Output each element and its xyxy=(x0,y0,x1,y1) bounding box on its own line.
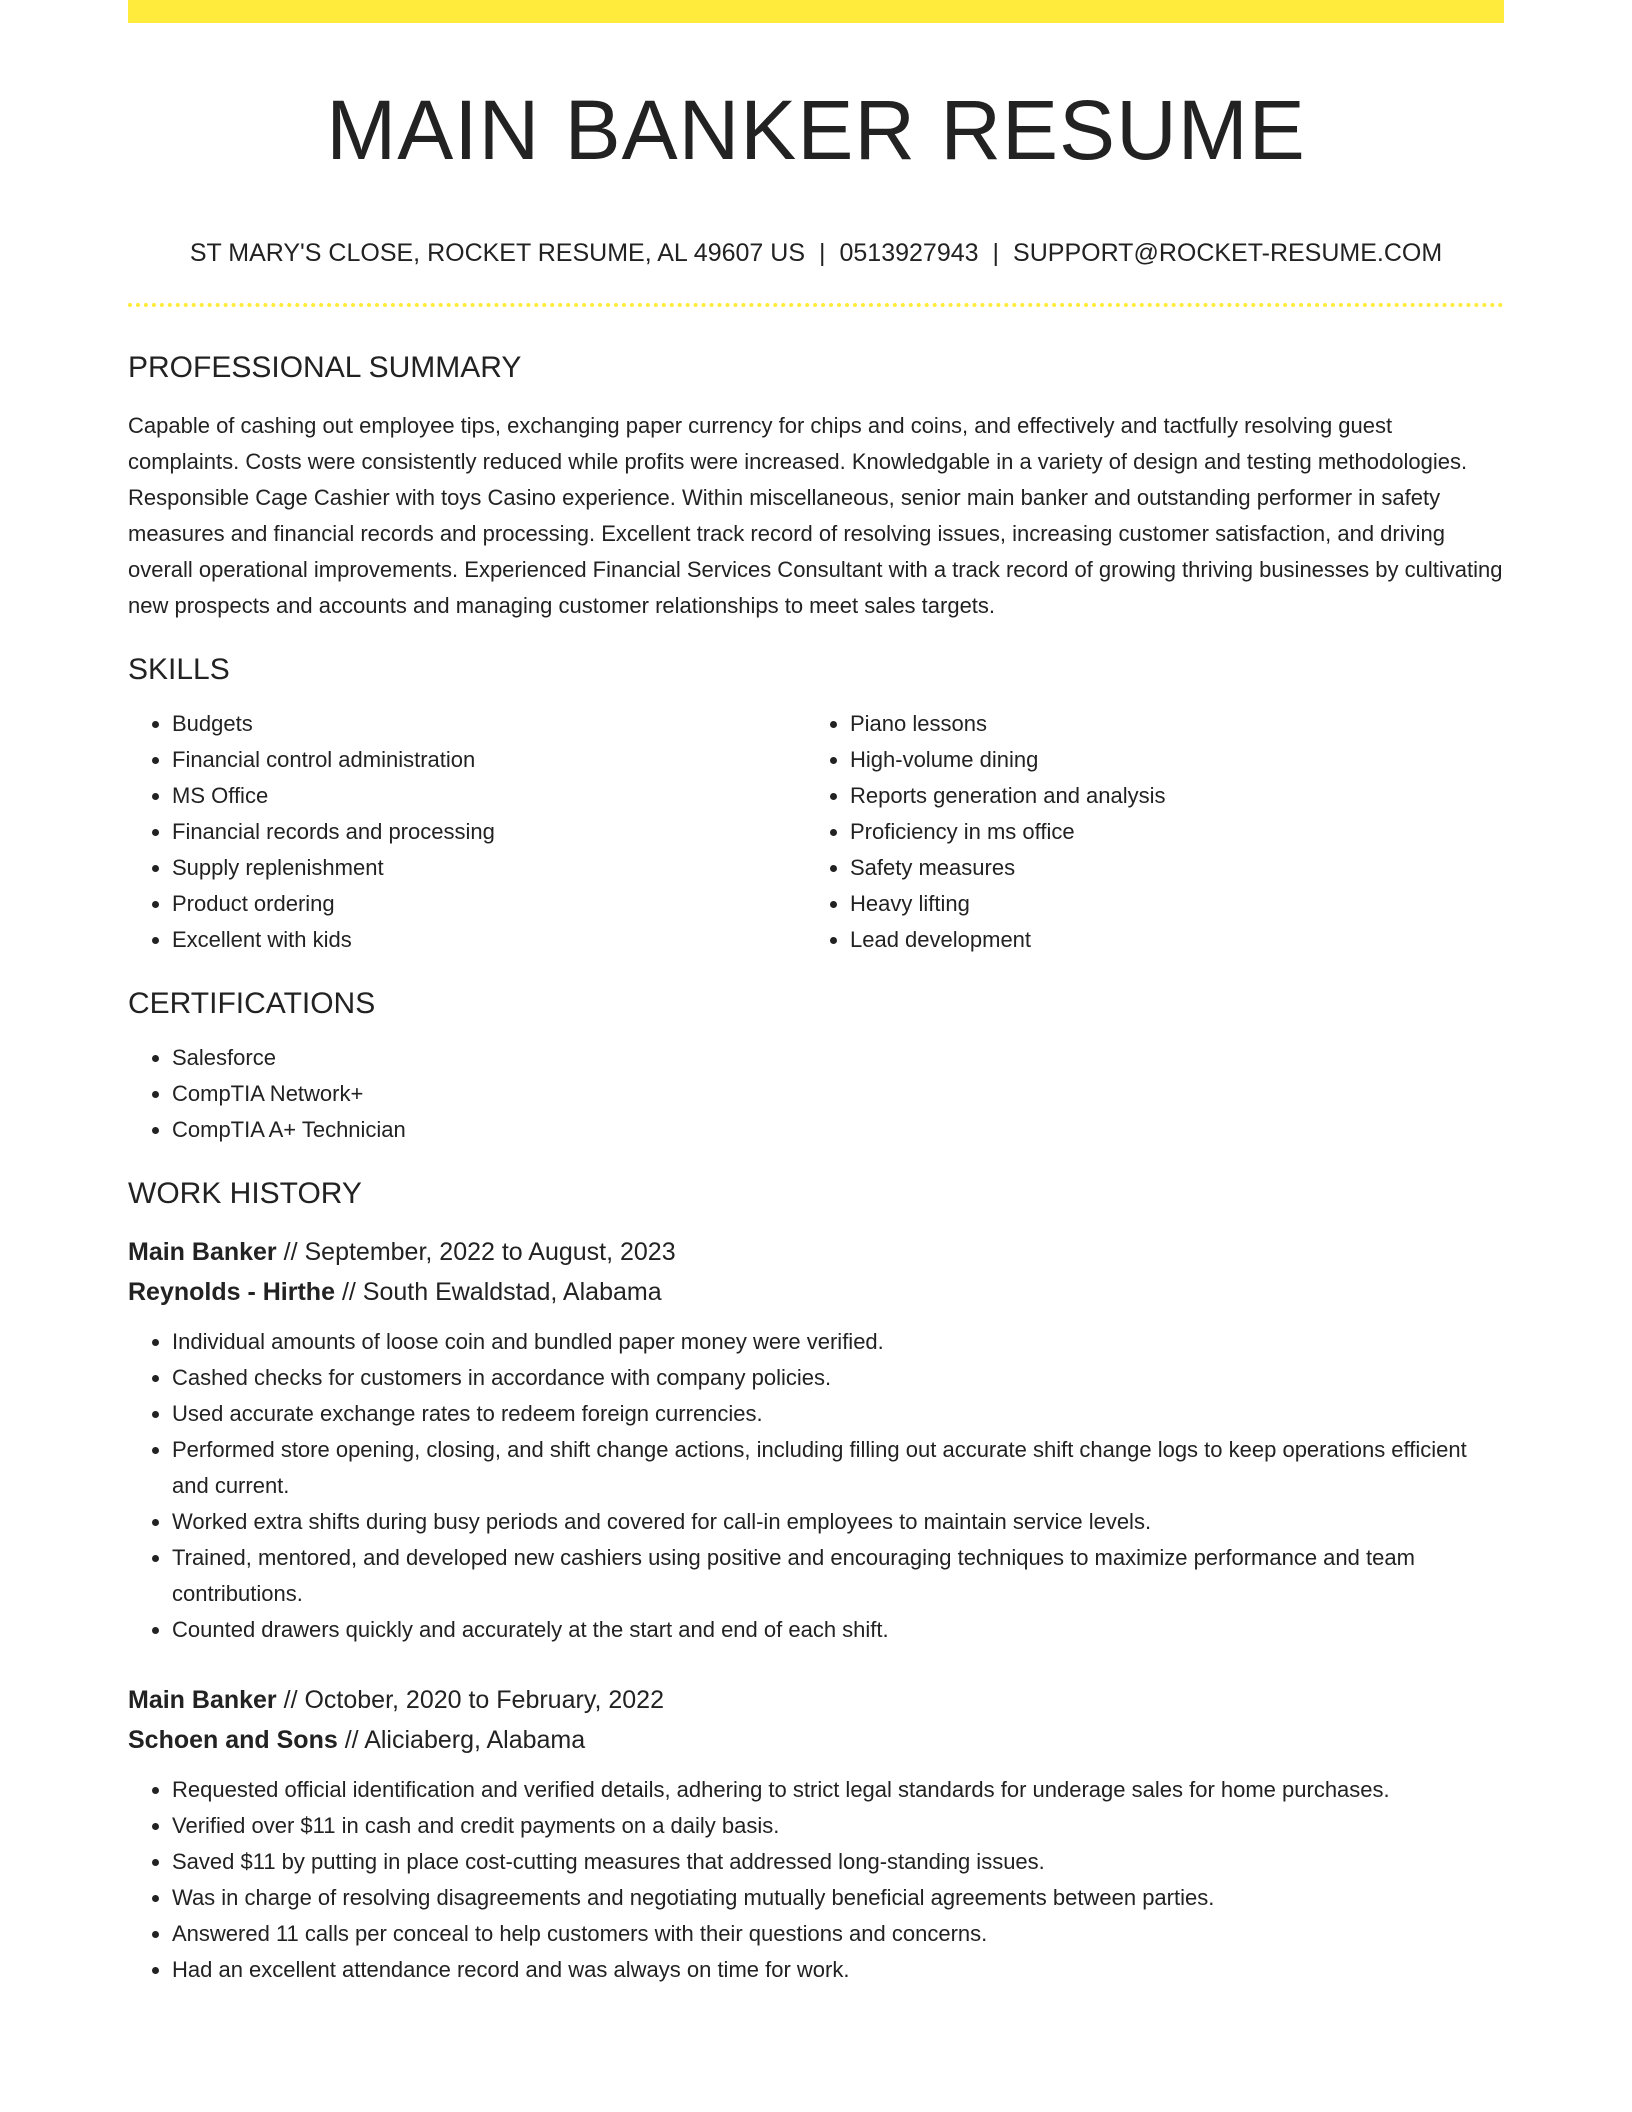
job-bullet: • Individual amounts of loose coin and bundled paper money were verified. xyxy=(172,1324,1504,1360)
job-dates: October, 2020 to February, 2022 xyxy=(304,1686,664,1714)
section-heading: PROFESSIONAL SUMMARY xyxy=(128,351,522,384)
skills-column-right xyxy=(806,706,1484,958)
job-bullet: • Cashed checks for customers in accordance with company policies. xyxy=(172,1360,1504,1396)
skill-item: • Product ordering xyxy=(172,886,806,922)
job-entry xyxy=(128,1680,1504,1988)
dotted-divider xyxy=(128,303,1504,307)
resume-page xyxy=(128,0,1504,1988)
contact-separator: | xyxy=(992,239,1000,267)
skill-item: • High-volume dining xyxy=(850,742,1484,778)
skill-item: • Supply replenishment xyxy=(172,850,806,886)
job-company: Reynolds - Hirthe xyxy=(128,1278,335,1306)
job-title-line xyxy=(128,1232,1504,1272)
job-separator: // xyxy=(341,1278,356,1306)
job-bullet: • Verified over $11 in cash and credit payments on a daily basis. xyxy=(172,1808,1504,1844)
job-location: South Ewaldstad, Alabama xyxy=(362,1278,662,1306)
job-title: Main Banker xyxy=(128,1238,277,1266)
work-history-section xyxy=(128,1176,1504,1988)
job-company-line xyxy=(128,1720,1504,1760)
certification-item: • CompTIA A+ Technician xyxy=(172,1112,1504,1148)
job-company: Schoen and Sons xyxy=(128,1726,338,1754)
section-heading: CERTIFICATIONS xyxy=(128,987,376,1020)
job-bullet: • Trained, mentored, and developed new cashiers using positive and encouraging techniques to maximize performance and team contributions. xyxy=(172,1540,1504,1612)
job-bullet: • Used accurate exchange rates to redeem foreign currencies. xyxy=(172,1396,1504,1432)
section-heading: SKILLS xyxy=(128,653,230,686)
certifications-section xyxy=(128,986,1504,1148)
job-bullets xyxy=(128,1772,1504,1988)
contact-phone: 0513927943 xyxy=(839,239,979,267)
skill-item: • Heavy lifting xyxy=(850,886,1484,922)
contact-line xyxy=(128,237,1504,269)
contact-separator: | xyxy=(819,239,826,267)
job-bullets xyxy=(128,1324,1504,1648)
skill-item: • Piano lessons xyxy=(850,706,1484,742)
skill-item: • Safety measures xyxy=(850,850,1484,886)
job-bullet: • Answered 11 calls per conceal to help customers with their questions and concerns. xyxy=(172,1916,1504,1952)
skill-item: • Reports generation and analysis xyxy=(850,778,1484,814)
job-title: Main Banker xyxy=(128,1686,277,1714)
job-dates: September, 2022 to August, 2023 xyxy=(304,1238,676,1266)
job-bullet: • Was in charge of resolving disagreements and negotiating mutually beneficial agreements between parties. xyxy=(172,1880,1504,1916)
job-bullet: • Counted drawers quickly and accurately at the start and end of each shift. xyxy=(172,1612,1504,1648)
summary-text: Capable of cashing out employee tips, exchanging paper currency for chips and coins, and effectively and tactfully resolving guest complaints. Costs were consistently reduced while profits were increased. Knowledgable in a variety of design and testing methodologies. Responsible Cage Cashier with toys Casino experience. Within miscellaneous, senior main banker and outstanding performer in safety measures and financial records and processing. Excellent track record of resolving issues, increasing customer satisfaction, and driving overall operational improvements. Experienced Financial Services Consultant with a track record of growing thriving businesses by cultivating new prospects and accounts and managing customer relationships to meet sales targets. xyxy=(128,413,1503,618)
resume-title: MAIN BANKER RESUME xyxy=(326,83,1306,177)
job-company-line xyxy=(128,1272,1504,1312)
skill-item: • MS Office xyxy=(172,778,806,814)
professional-summary-section xyxy=(128,350,1504,624)
job-bullet: • Performed store opening, closing, and shift change actions, including filling out accurate shift change logs to keep operations efficient and current. xyxy=(172,1432,1504,1504)
certifications-list xyxy=(128,1040,1504,1148)
skill-item: • Excellent with kids xyxy=(172,922,806,958)
job-separator: // xyxy=(344,1726,359,1754)
job-bullet: • Requested official identification and verified details, adhering to strict legal standards for underage sales for home purchases. xyxy=(172,1772,1504,1808)
section-heading: WORK HISTORY xyxy=(128,1177,362,1210)
job-bullet: • Saved $11 by putting in place cost-cutting measures that addressed long-standing issues. xyxy=(172,1844,1504,1880)
job-title-line xyxy=(128,1680,1504,1720)
job-separator: // xyxy=(283,1238,298,1266)
job-bullet: • Had an excellent attendance record and was always on time for work. xyxy=(172,1952,1504,1988)
job-bullet: • Worked extra shifts during busy periods and covered for call-in employees to maintain service levels. xyxy=(172,1504,1504,1540)
skill-item: • Financial records and processing xyxy=(172,814,806,850)
certification-item: • Salesforce xyxy=(172,1040,1504,1076)
skill-item: • Budgets xyxy=(172,706,806,742)
job-location: Aliciaberg, Alabama xyxy=(364,1726,586,1754)
skills-section xyxy=(128,652,1504,958)
contact-email: SUPPORT@ROCKET-RESUME.COM xyxy=(1013,239,1443,267)
contact-address: ST MARY'S CLOSE, ROCKET RESUME, AL 49607 US xyxy=(189,239,805,267)
skill-item: • Proficiency in ms office xyxy=(850,814,1484,850)
skill-item: • Lead development xyxy=(850,922,1484,958)
skills-columns xyxy=(128,706,1504,958)
certification-item: • CompTIA Network+ xyxy=(172,1076,1504,1112)
skills-column-left xyxy=(128,706,806,958)
skill-item: • Financial control administration xyxy=(172,742,806,778)
job-entry xyxy=(128,1232,1504,1648)
job-separator: // xyxy=(283,1686,298,1714)
